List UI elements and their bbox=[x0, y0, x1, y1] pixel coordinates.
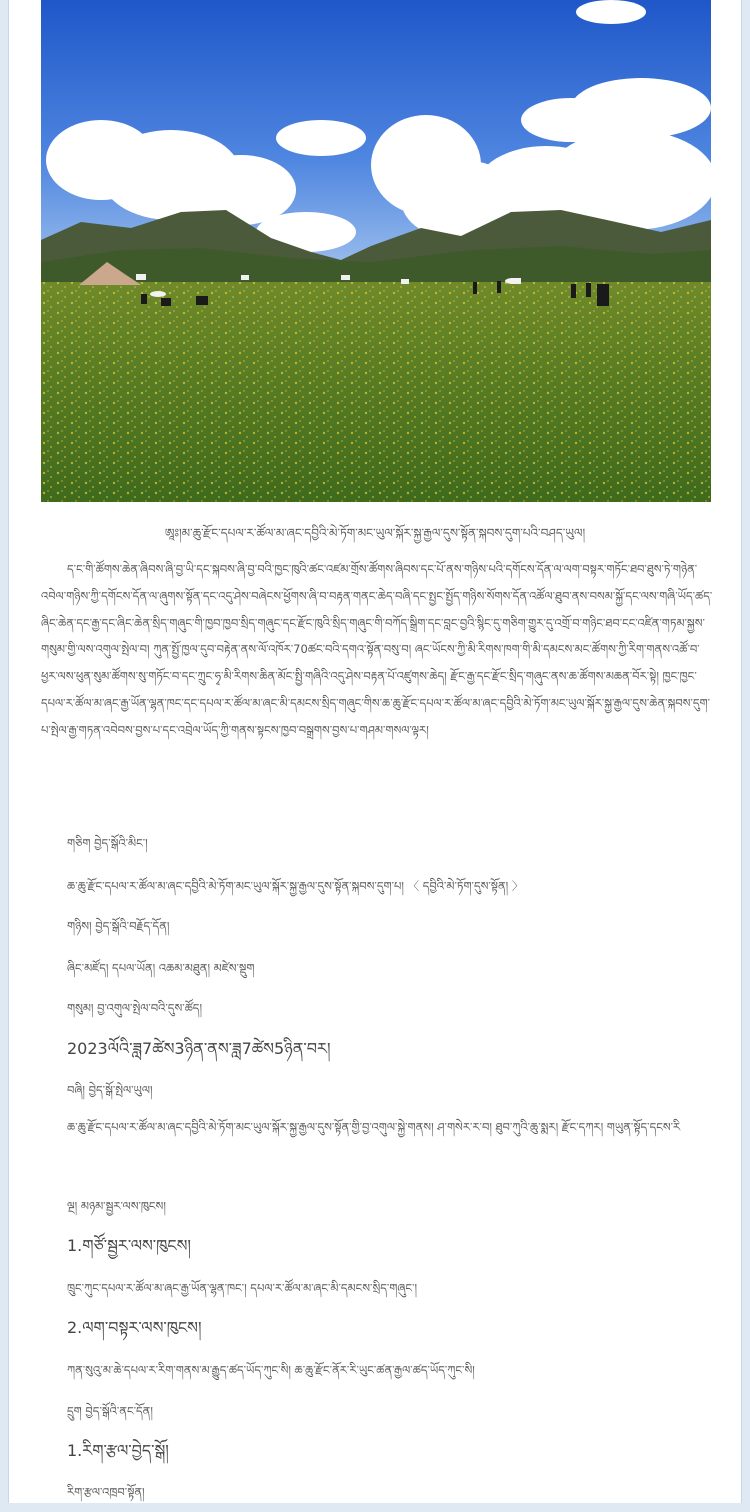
grassland-photo bbox=[41, 0, 711, 502]
section-heading-name: གཅིག བྱེད་སྒོའི་མིང་། bbox=[67, 836, 148, 850]
section-heading-time: གསུམ། བྱ་འགུལ་སྤེལ་བའི་དུས་ཚོད། bbox=[67, 1001, 203, 1015]
theme-text: ཞིང་མཛོད། དཔལ་ཡོན། འཆམ་མཐུན། མཛེས་སྡུག bbox=[67, 961, 255, 975]
section-heading-theme: གཉིས། བྱེད་སྒོའི་བརྗོད་དོན། bbox=[67, 919, 170, 933]
section-heading-organizers: ལྔ། མཉམ་སྦྱར་ལས་ཁུངས། bbox=[67, 1199, 166, 1213]
photo-caption: ཨཱཿ།མ་ཆུ་རྫོང་དཔལ་ར་ཚོལ་མ་ཞང་དབྱིའི་མེ་ཏོག་མང་ཡུལ་སྐོར་སྐྱ་རྒྱལ་དུས་སྟོན་སྐབས་དུག་པའི་བཤད་ཡུལ། bbox=[164, 526, 586, 540]
section-heading-venue: བཞི། བྱེད་སྒོ་སྤེལ་ཡུལ། bbox=[67, 1083, 153, 1097]
organizer-host-text: ཁྲུང་ཀུང་དཔལ་ར་ཚོལ་མ་ཞང་རྒྱ་ཡོན་ལྷན་ཁང་། དཔལ་ར་ཚོལ་མ་ཞང་མི་དམངས་སྲིད་གཞུང་། bbox=[67, 1281, 418, 1295]
time-text: 2023ལོའི་ཟླ7ཚེས3ཉིན་ནས་ཟླ7ཚེས5ཉིན་བར། bbox=[67, 1039, 331, 1058]
intro-paragraph: ད་ང་གི་ཚོགས་ཆེན་ཞིབས་ཞི་བྱ་ཡི་དང་སྐབས་ཞི་བྱ་བའི་ཁྱང་ཁུའི་ཚང་འཛམ་གྲོས་ཚོགས་ཞིབས་དང་པོ་ནས་གཉིས་པའི་དགོངས་དོན་ལ་ལག་བསྟར་གཏོང་ཐབ་ཐུས་ཏེ་གཉེན་འབེལ་གཉིས་ཀྱི་དགོངས་དོན་ལ་ཞུགས་སྟོན་དང་འདུ་ཤེས་བཞེངས་ཕྱོགས་ཞི་བ་བརྟན་གནང་ཆེད་བཞི་དང་སྤྱང་སྤྱོད་གཉིས་སོགས་དོན་འཚོལ་ཐུབ་ནས་བསམ་སྐྱོ་དང་ལས་གཞི་ཡོད་ཚད་ཞིང་ཆེན་དང་རྒྱ་དང་ཞིང་ཆེན་སྲིད་གཞུང་གི་ཁྱབ་ཁྱབ་སྲིད་གཞུང་དང་རྫོང་ཁུའི་སྲིད་གཞུང་གི་བཀོད་སྒྲིག་དང་བླང་བྱའི་སྙིང་དུ་གཅིག་གྱུར་དུ་འགྲོ་བ་གཉིང་ཐབ་ངང་འཛིན་གཏམ་སྐྱས་གསུམ་གྱི་ལས་འགུལ་སྤེལ་བ། ཀུན་སྤྱོ་ཁྱལ་དུབ་བརྟེན་ནས་ལོ་འཁོར་70ཚང་བའི་དགའ་སྟོན་བསུ་བ། ཞང་ཡོངས་ཀྱི་མི་རིགས་ཁག་གི་མི་དམངས་མང་ཚོགས་ཀྱི་རིག་གནས་འཚོ་བ་ཕྱར་ལས་ཕུན་སུམ་ཚོགས་སུ་གཏོང་བ་དང་ཀྲུང་ཧྭ་མི་རིགས་ཆིན་མོང་སྤྱི་གཞིའི་འདུ་ཤེས་བརྟན་པོ་འཛུགས་ཆེད། རྫོང་རྒྱ་དང་རྫོང་སྲིད་གཞུང་ནས་ཆ་ཚོགས་མཆན་བོར་སྟེ། ཁྱང་ཁྱང་དཔལ་ར་ཚོལ་མ་ཞང་རྒྱ་ཡོན་ལྷན་ཁང་དང་དཔལ་ར་ཚོལ་མ་ཞང་མི་དམངས་སྲིད་གཞུང་གིས་ཆ་ཆུ་རྫོང་དཔལ་ར་ཚོལ་མ་ཞང་དབྱིའི་མེ་ཏོག་མང་ཡུལ་སྐོར་སྐྱ་རྒྱལ་དུས་ཆེན་སྐབས་དུག་པ་སྤེལ་རྒྱ་གཏན་འབེབས་བྱས་པ་དང་འབྲེལ་ཡོད་ཀྱི་གནས་སྟངས་ཁྱབ་བསྒྲགས་བྱས་པ་གཤམ་གསལ་ལྟར། bbox=[41, 562, 713, 737]
content-item-text: རིག་རྩལ་འཁྲབ་སྟོན། bbox=[67, 1485, 145, 1499]
venue-text: ཆ་ཆུ་རྫོང་དཔལ་ར་ཚོལ་མ་ཞང་དབྱིའི་མེ་ཏོག་མང་ཡུལ་སྐོར་སྐྱ་རྒྱལ་དུས་སྟོན་གྱི་བྱ་འགུལ་སྐྱེ་གནས། ཤ་གསེར་ར་བ། ཐུབ་ཀུའི་ཆུ་སྨར། རྫོང་དཀར། གཡུན་སྟོད་དངས་རི bbox=[67, 1120, 681, 1134]
section-heading-content: དྲུག བྱེད་སྒོའི་ནང་དོན། bbox=[67, 1404, 153, 1418]
organizer-exec-label: 2.ལག་བསྟར་ལས་ཁུངས། bbox=[67, 1318, 202, 1337]
organizer-exec-text: ཀན་སུའུ་མ་ཆེ་དཔལ་ར་རིག་གནས་མ་རྒྱུད་ཚད་ཡོད་ཀུང་སི། ཆ་ཆུ་རྫོང་ནོར་རི་ཡུང་ཚན་རྒྱལ་ཚད་ཡོད་ཀུང་སི། bbox=[67, 1363, 475, 1377]
article-page bbox=[8, 0, 742, 1503]
content-item-1: 1.རིག་རྩལ་བྱེད་སྒོ། bbox=[67, 1441, 169, 1460]
organizer-host-label: 1.གཙོ་སྦྱར་ལས་ཁུངས། bbox=[67, 1236, 191, 1255]
event-name-text: ཆ་ཆུ་རྫོང་དཔལ་ར་ཚོལ་མ་ཞང་དབྱིའི་མེ་ཏོག་མང་ཡུལ་སྐོར་སྐྱ་རྒྱལ་དུས་སྟོན་སྐབས་དུག་པ། 〈 དབྱིའི་མེ་ཏོག་དུས་སྟོན། 〉 bbox=[67, 879, 524, 893]
